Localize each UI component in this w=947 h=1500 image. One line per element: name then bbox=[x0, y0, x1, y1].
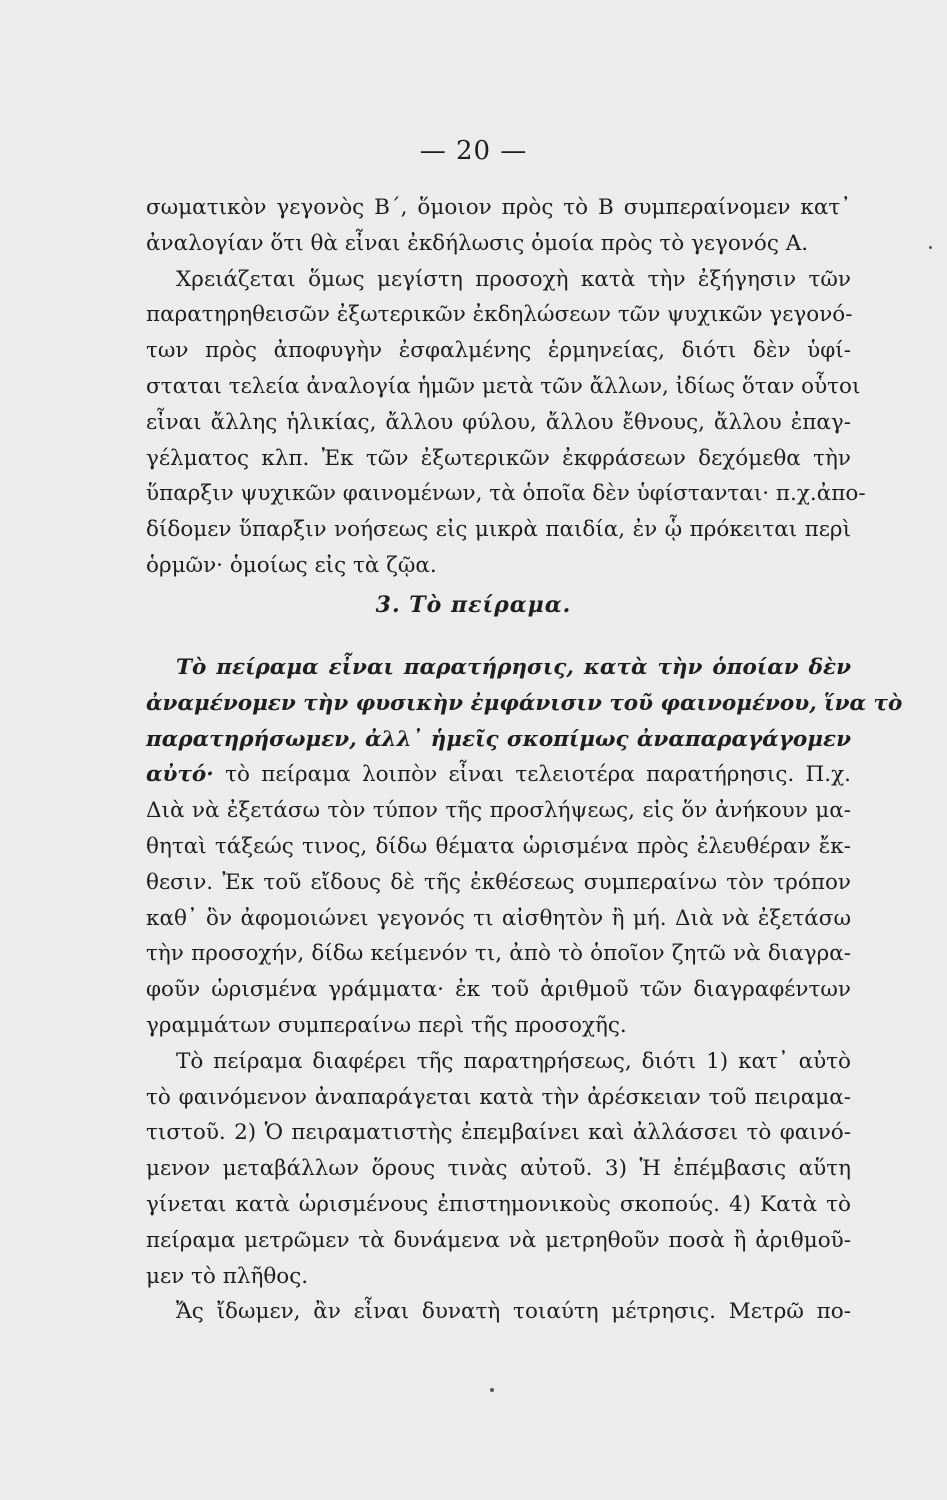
text-line: μεν τὸ πλῆθος. bbox=[146, 1263, 309, 1289]
text-line: θηταὶ τάξεώς τινος, δίδω θέματα ὡρισμένα πρὸς ἐλευθέραν ἔκ- bbox=[146, 833, 851, 859]
scan-speck bbox=[929, 246, 932, 249]
text-line: τιστοῦ. 2) Ὁ πειραματιστὴς ἐπεμβαίνει καὶ ἀλλάσσει τὸ φαινό- bbox=[146, 1120, 851, 1146]
definition-rest: τὸ πείραμα λοιπὸν εἶναι τελειοτέρα παρατήρησις. Π.χ. bbox=[213, 762, 851, 788]
text-line: φοῦν ὡρισμένα γράμματα· ἐκ τοῦ ἀριθμοῦ τῶν διαγραφέντων bbox=[146, 977, 851, 1003]
section-heading: 3. Τὸ πείραμα. bbox=[375, 592, 572, 618]
text-line: ὁρμῶν· ὁμοίως εἰς τὰ ζῷα. bbox=[146, 552, 437, 578]
text-line-bold: Τὸ πείραμα εἶναι παρατήρησις, κατὰ τὴν ὁποίαν δὲν bbox=[176, 655, 851, 680]
text-line: γραμμάτων συμπεραίνω περὶ τῆς προσοχῆς. bbox=[146, 1012, 627, 1038]
paragraph-top bbox=[146, 190, 866, 584]
paragraph-definition bbox=[146, 650, 903, 1330]
text-line: παρατηρηθεισῶν ἐξωτερικῶν ἐκδηλώσεων τῶν ψυχικῶν γεγονό- bbox=[146, 302, 853, 328]
text-line: Ἄς ἴδωμεν, ἂν εἶναι δυνατὴ τοιαύτη μέτρησις. Μετρῶ πο- bbox=[176, 1299, 851, 1325]
page-number: — 20 — bbox=[419, 136, 528, 166]
text-line-bold: παρατηρήσωμεν, ἀλλ᾿ ἡμεῖς σκοπίμως ἀναπαραγάγομεν bbox=[146, 726, 851, 752]
text-line: Διὰ νὰ ἐξετάσω τὸν τύπον τῆς προσλήψεως, εἰς ὅν ἀνήκουν μα- bbox=[146, 798, 851, 824]
text-line: γέλματος κλπ. Ἐκ τῶν ἐξωτερικῶν ἐκφράσεων δεχόμεθα τὴν bbox=[146, 445, 851, 471]
text-line: μενον μεταβάλλων ὅρους τινὰς αὐτοῦ. 3) Ἡ ἐπέμβασις αὕτη bbox=[146, 1156, 851, 1182]
text-line: των πρὸς ἀποφυγὴν ἐσφαλμένης ἑρμηνείας, διότι δὲν ὑφί- bbox=[146, 338, 851, 364]
definition-end-bold: αὐτό· bbox=[146, 762, 214, 788]
text-line: τὴν προσοχήν, δίδω κείμενόν τι, ἀπὸ τὸ ὁποῖον ζητῶ νὰ διαγρα- bbox=[146, 941, 851, 967]
text-line: ὕπαρξιν ψυχικῶν φαινομένων, τὰ ὁποῖα δὲν ὑφίστανται· π.χ.ἀπο- bbox=[146, 481, 866, 507]
text-line: δίδομεν ὕπαρξιν νοήσεως εἰς μικρὰ παιδία, ἐν ᾧ πρόκειται περὶ bbox=[146, 517, 851, 543]
text-line: καθ᾿ ὃν ἀφομοιώνει γεγονός τι αἰσθητὸν ἢ μή. Διὰ νὰ ἐξετάσω bbox=[146, 905, 851, 931]
text-line: πείραμα μετρῶμεν τὰ δυνάμενα νὰ μετρηθοῦν ποσὰ ἢ ἀριθμοῦ- bbox=[146, 1227, 851, 1253]
text-line: γίνεται κατὰ ὡρισμένους ἐπιστημονικοὺς σκοπούς. 4) Κατὰ τὸ bbox=[146, 1191, 851, 1217]
text-line: εἶναι ἄλλης ἡλικίας, ἄλλου φύλου, ἄλλου ἔθνους, ἄλλου ἐπαγ- bbox=[146, 409, 851, 435]
text-line: σωματικὸν γεγονὸς Β΄, ὅμοιον πρὸς τὸ Β συμπεραίνομεν κατ᾿ bbox=[146, 195, 851, 220]
text-line-bold: ἀναμένομεν τὴν φυσικὴν ἐμφάνισιν τοῦ φαινομένου, ἵνα τὸ bbox=[146, 690, 903, 716]
text-line: σταται τελεία ἀναλογία ἡμῶν μετὰ τῶν ἄλλων, ἰδίως ὅταν οὗτοι bbox=[146, 373, 861, 399]
text-line-mixed bbox=[146, 757, 851, 793]
text-line: Τὸ πείραμα διαφέρει τῆς παρατηρήσεως, διότι 1) κατ᾿ αὐτὸ bbox=[176, 1048, 851, 1074]
text-line: θεσιν. Ἐκ τοῦ εἴδους δὲ τῆς ἐκθέσεως συμπεραίνω τὸν τρόπον bbox=[146, 869, 851, 895]
text-line: τὸ φαινόμενον ἀναπαράγεται κατὰ τὴν ἀρέσκειαν τοῦ πειραμα- bbox=[146, 1084, 851, 1110]
text-line: ἀναλογίαν ὅτι θὰ εἶναι ἐκδήλωσις ὁμοία πρὸς τὸ γεγονός Α. bbox=[146, 230, 809, 256]
text-line: Χρειάζεται ὅμως μεγίστη προσοχὴ κατὰ τὴν ἐξήγησιν τῶν bbox=[176, 266, 851, 292]
scan-speck bbox=[490, 1388, 494, 1392]
